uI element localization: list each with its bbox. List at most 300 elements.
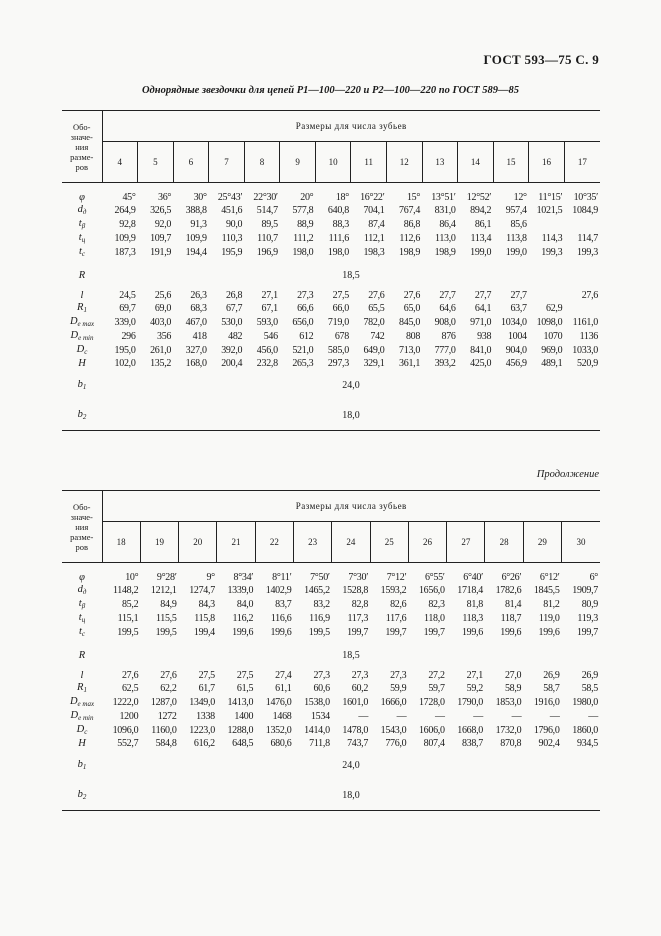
table-cell: 45° — [122, 192, 136, 203]
table-cell: 640,8 — [327, 205, 349, 216]
teeth-count-header: 27 — [447, 522, 485, 563]
table-cell: 232,8 — [256, 358, 278, 369]
symbol-subscript: ц — [81, 616, 86, 624]
table-cell: 1070 — [543, 331, 563, 342]
table-cell: 195,9 — [221, 247, 243, 258]
table-cell: 1468 — [272, 711, 292, 722]
symbol-letter: d — [77, 584, 83, 595]
symbol-subscript: с — [81, 250, 86, 258]
table-cell: 845,0 — [399, 317, 421, 328]
table-cell: 30° — [193, 192, 207, 203]
table-cell: 59,9 — [390, 683, 407, 694]
table-cell: 831,0 — [434, 205, 456, 216]
symbol-subscript: β — [81, 222, 86, 230]
symbol-subscript: β — [81, 602, 86, 610]
symbol-subscript: 1 — [82, 383, 87, 391]
table-cell: 1782,6 — [495, 585, 522, 596]
table-cell: 199,5 — [155, 627, 177, 638]
table-cell: 1338 — [196, 711, 215, 722]
table-cell: 1414,0 — [304, 725, 330, 736]
row-symbol — [62, 358, 102, 370]
table-cell: 199,5 — [117, 627, 139, 638]
table-row — [62, 302, 600, 316]
table-cell: 25,6 — [154, 290, 172, 301]
table-cell: 876 — [441, 331, 456, 342]
row-symbol — [62, 572, 102, 584]
symbol-subscript: 1 — [83, 306, 87, 314]
row-symbol — [62, 344, 102, 358]
column-header-symbol — [62, 111, 102, 183]
table-cell: 649,0 — [363, 345, 385, 356]
table-cell: 7°30′ — [348, 572, 369, 583]
table-row — [62, 218, 600, 232]
table-cell: 393,2 — [434, 358, 456, 369]
table-cell: 6°26′ — [501, 572, 522, 583]
row-symbol — [62, 260, 102, 290]
table-cell-merged: 18,0 — [102, 400, 600, 431]
table-cell: 86,1 — [474, 219, 492, 230]
table-cell: 195,0 — [114, 345, 136, 356]
table-cell: 81,8 — [466, 599, 483, 610]
table-row — [62, 584, 600, 598]
table-cell: 27,5 — [198, 670, 215, 681]
symbol-letter: d — [77, 204, 83, 215]
table-cell: 742 — [370, 331, 385, 342]
symbol-letter: R — [78, 649, 86, 661]
table-cell: 27,3 — [351, 670, 369, 681]
table-cell: 119,0 — [538, 613, 560, 624]
table-cell: 704,1 — [363, 205, 385, 216]
table-cell: 110,3 — [221, 233, 243, 244]
table-cell: 1274,7 — [189, 585, 215, 596]
table-cell: 60,6 — [313, 683, 330, 694]
column-header-symbol — [62, 491, 102, 563]
teeth-count-header: 6 — [173, 142, 209, 183]
table-cell: 61,1 — [275, 683, 292, 694]
symbol-subscript: e max — [77, 320, 95, 328]
table-cell: 27,7 — [510, 290, 527, 301]
table-cell: 27,6 — [121, 670, 139, 681]
table-cell: 719,0 — [327, 317, 349, 328]
teeth-count-header: 21 — [217, 522, 255, 563]
table-cell: 27,6 — [368, 290, 385, 301]
table-cell: 12°52′ — [466, 192, 492, 203]
table-cell: 112,6 — [399, 233, 421, 244]
table-cell: 109,9 — [114, 233, 136, 244]
table-cell: 114,3 — [541, 233, 563, 244]
table-row — [62, 370, 600, 400]
table-cell: 26,8 — [225, 290, 243, 301]
symbol-header-line: значе- — [70, 511, 93, 522]
table-cell: 296 — [121, 331, 136, 342]
symbol-header-line: разме- — [70, 151, 94, 162]
teeth-count-header: 17 — [564, 142, 600, 183]
table-cell: 102,0 — [114, 358, 136, 369]
table-cell: 113,0 — [434, 233, 456, 244]
table-cell: 62,9 — [546, 303, 563, 314]
table-cell: 115,5 — [155, 613, 177, 624]
table-cell: 1543,0 — [380, 725, 407, 736]
table-cell: 200,4 — [221, 358, 243, 369]
row-symbol — [62, 400, 102, 431]
table-cell: 616,2 — [193, 738, 215, 749]
sprocket-table-1 — [62, 110, 600, 431]
table-row — [62, 572, 600, 584]
table-cell: 58,9 — [504, 683, 522, 694]
teeth-count-header: 14 — [458, 142, 494, 183]
table-cell: 27,3 — [313, 670, 330, 681]
table-cell: 9°28′ — [156, 572, 177, 583]
table-cell: 65,5 — [368, 303, 385, 314]
table-cell: 82,6 — [390, 599, 407, 610]
table-cell: 168,0 — [185, 358, 207, 369]
table-cell: 552,7 — [117, 738, 139, 749]
table-row — [62, 738, 600, 750]
table-cell: 1790,0 — [457, 697, 483, 708]
table-cell: 969,0 — [541, 345, 563, 356]
table-cell — [529, 218, 565, 232]
symbol-subscript: с — [81, 630, 86, 638]
table-cell: 767,4 — [399, 205, 421, 216]
table-cell: 199,6 — [538, 627, 560, 638]
table-cell: 114,7 — [577, 233, 598, 244]
symbol-letter: D — [70, 710, 79, 721]
symbol-letter: D — [69, 316, 78, 327]
table-cell: 83,7 — [275, 599, 292, 610]
table-cell: 58,5 — [581, 683, 598, 694]
row-symbol — [62, 316, 102, 330]
table-cell: 425,0 — [470, 358, 492, 369]
table-cell: 84,0 — [236, 599, 254, 610]
table-cell: 119,3 — [577, 613, 598, 624]
table-cell: 82,8 — [351, 599, 369, 610]
table-cell: 514,7 — [256, 205, 278, 216]
table-cell: 61,7 — [198, 683, 215, 694]
table-cell: 63,7 — [510, 303, 527, 314]
table-cell: 1033,0 — [572, 345, 598, 356]
table-cell: 199,6 — [500, 627, 522, 638]
table-cell: 82,3 — [428, 599, 445, 610]
teeth-count-header: 4 — [102, 142, 138, 183]
table-cell: 870,8 — [500, 738, 522, 749]
row-symbol — [62, 370, 102, 400]
table-cell: 520,9 — [576, 358, 598, 369]
table-cell — [564, 218, 600, 232]
table-cell: 116,2 — [232, 613, 254, 624]
row-symbol — [62, 204, 102, 218]
table-cell: 585,0 — [327, 345, 349, 356]
symbol-subscript: ц — [81, 236, 86, 244]
table-cell: 27,6 — [403, 290, 421, 301]
table-cell: 60,2 — [351, 683, 369, 694]
table-cell: — — [549, 711, 560, 722]
table-cell: — — [511, 711, 522, 722]
table-cell: 88,3 — [332, 219, 349, 230]
table-cell: 83,2 — [313, 599, 330, 610]
table-cell-merged: 18,0 — [102, 780, 600, 811]
table-cell: 20° — [300, 192, 314, 203]
table-cell: 199,6 — [461, 627, 483, 638]
table-row — [62, 260, 600, 290]
symbol-letter: t — [78, 232, 82, 243]
table-cell: 88,9 — [297, 219, 314, 230]
symbol-letter: l — [80, 290, 84, 301]
table-cell: 807,4 — [423, 738, 445, 749]
symbol-letter: D — [70, 330, 79, 341]
table-cell: 329,1 — [363, 358, 385, 369]
table-cell: 27,5 — [332, 290, 349, 301]
table-cell: 1606,0 — [418, 725, 445, 736]
table-cell: 361,1 — [399, 358, 421, 369]
row-symbol — [62, 710, 102, 724]
symbol-subscript: 1 — [83, 686, 87, 694]
row-symbol — [62, 780, 102, 811]
table-cell: 808 — [405, 331, 421, 342]
teeth-count-header: 16 — [529, 142, 565, 183]
table-row — [62, 682, 600, 696]
table-cell: 198,9 — [434, 247, 456, 258]
table-cell: 61,5 — [236, 683, 254, 694]
table-cell: 8°34′ — [233, 572, 254, 583]
table-cell: 62,5 — [121, 683, 139, 694]
table-cell: 84,3 — [198, 599, 215, 610]
symbol-subscript: e min — [78, 334, 94, 342]
row-symbol — [62, 290, 102, 302]
table-row — [62, 246, 600, 260]
table-cell: 199,0 — [470, 247, 492, 258]
table-cell: 81,2 — [543, 599, 560, 610]
table-cell: 199,5 — [308, 627, 330, 638]
table-row — [62, 640, 600, 670]
row-symbol — [62, 626, 102, 640]
table-cell: 957,4 — [505, 205, 527, 216]
table-cell: 327,0 — [185, 345, 207, 356]
table-cell: 85,2 — [121, 599, 139, 610]
table-cell: 838,7 — [461, 738, 483, 749]
table-cell: 467,0 — [185, 317, 207, 328]
table-cell: 194,4 — [185, 247, 207, 258]
symbol-subscript: д — [82, 208, 87, 216]
table-cell: 116,6 — [270, 613, 292, 624]
table-cell: — — [473, 711, 483, 722]
table-cell: 1668,0 — [457, 725, 483, 736]
table-cell — [529, 290, 565, 302]
table-cell: — — [588, 711, 598, 722]
table-cell: 59,7 — [428, 683, 445, 694]
table-cell: 87,4 — [368, 219, 385, 230]
table-cell: 1980,0 — [572, 697, 598, 708]
table-cell: 13°51′ — [431, 192, 456, 203]
table-cell: 1084,9 — [572, 205, 598, 216]
table-cell: 116,9 — [309, 613, 330, 624]
table-cell: 198,3 — [363, 247, 385, 258]
symbol-letter: H — [78, 738, 86, 749]
table-cell: 577,8 — [292, 205, 314, 216]
table-cell: 59,2 — [466, 683, 483, 694]
table-row — [62, 710, 600, 724]
teeth-count-header: 5 — [138, 142, 174, 183]
table-cell: 27,7 — [439, 290, 456, 301]
table-cell: 1136 — [579, 331, 598, 342]
row-symbol — [62, 192, 102, 204]
table-cell: 1272 — [157, 711, 177, 722]
table-cell: 1223,0 — [189, 725, 215, 736]
symbol-subscript: 1 — [82, 763, 87, 771]
table-cell: 521,0 — [292, 345, 314, 356]
table-cell: — — [396, 711, 407, 722]
table-cell: 89,5 — [261, 219, 278, 230]
table-cell: 1916,0 — [533, 697, 560, 708]
table-cell: 115,1 — [117, 613, 139, 624]
teeth-count-header: 19 — [140, 522, 178, 563]
continued-label: Продолжение — [536, 469, 599, 480]
table-cell: 18° — [335, 192, 349, 203]
teeth-count-header: 22 — [255, 522, 293, 563]
table-cell: 1593,2 — [380, 585, 407, 596]
table-cell: 199,7 — [423, 627, 445, 638]
table-cell: 58,7 — [543, 683, 560, 694]
teeth-count-header: 7 — [209, 142, 245, 183]
table-cell: 27,3 — [297, 290, 314, 301]
table-cell: 908,0 — [434, 317, 456, 328]
table-cell: 9° — [206, 572, 215, 583]
table-cell-merged: 18,5 — [342, 649, 360, 661]
table-cell: 92,0 — [154, 219, 172, 230]
row-symbol — [62, 682, 102, 696]
symbol-header-line: ров — [75, 161, 88, 172]
table-cell: 584,8 — [155, 738, 177, 749]
table-cell: 1413,0 — [227, 697, 254, 708]
table-cell: 1287,0 — [150, 697, 177, 708]
table-cell: 68,3 — [190, 303, 207, 314]
table-cell: 191,9 — [150, 247, 172, 258]
table-cell: 118,3 — [462, 613, 483, 624]
table-cell: — — [358, 711, 369, 722]
table-cell: 11°15′ — [538, 192, 563, 203]
table-cell: 198,9 — [399, 247, 421, 258]
symbol-subscript: с — [84, 728, 88, 736]
table-row — [62, 344, 600, 358]
table-row — [62, 316, 600, 330]
table-cell: 1288,0 — [227, 725, 254, 736]
table-cell: 7°12′ — [386, 572, 407, 583]
table-cell: 16°22′ — [360, 192, 385, 203]
table-cell: 199,6 — [270, 627, 292, 638]
table-cell: 782,0 — [363, 317, 385, 328]
table-cell: 680,6 — [270, 738, 292, 749]
symbol-letter: t — [78, 598, 82, 609]
table-cell: 456,0 — [256, 345, 278, 356]
table-cell: 489,1 — [541, 358, 563, 369]
table-row — [62, 330, 600, 344]
table-cell: 85,6 — [510, 219, 527, 230]
table-cell: 84,9 — [160, 599, 177, 610]
table-cell: 265,3 — [292, 358, 314, 369]
row-symbol — [62, 750, 102, 780]
table-cell: 26,3 — [190, 290, 207, 301]
table-cell: 110,7 — [257, 233, 278, 244]
table-cell: 1476,0 — [265, 697, 292, 708]
table-cell: 451,6 — [221, 205, 243, 216]
symbol-letter: b — [77, 789, 83, 800]
table-cell: 1853,0 — [495, 697, 522, 708]
table-cell: 67,1 — [261, 303, 278, 314]
teeth-count-header: 25 — [370, 522, 408, 563]
table-row — [62, 670, 600, 682]
table-cell: 111,2 — [293, 233, 314, 244]
table-cell: 743,7 — [347, 738, 369, 749]
table-cell: 198,0 — [292, 247, 314, 258]
table-cell: 711,8 — [309, 738, 330, 749]
teeth-count-header: 11 — [351, 142, 387, 183]
table-cell: 109,7 — [150, 233, 172, 244]
table-cell: 6°12′ — [539, 572, 560, 583]
symbol-subscript: e max — [77, 700, 95, 708]
symbol-letter: b — [77, 379, 83, 390]
table-cell: 6° — [589, 572, 598, 583]
table-row — [62, 750, 600, 780]
table-cell: 1402,9 — [265, 585, 292, 596]
row-symbol — [62, 670, 102, 682]
table-cell: 8°11′ — [272, 572, 292, 583]
table-cell: 7°50′ — [310, 572, 330, 583]
teeth-count-header: 13 — [422, 142, 458, 183]
table-cell: 392,0 — [221, 345, 243, 356]
table-cell-merged: 24,0 — [342, 759, 360, 771]
symbol-subscript: 2 — [82, 413, 87, 421]
symbol-letter: t — [78, 218, 82, 229]
table-cell: 1096,0 — [112, 725, 139, 736]
table-cell: — — [434, 711, 445, 722]
table-row — [62, 290, 600, 302]
table-cell: 36° — [158, 192, 172, 203]
table-cell-merged: 24,0 — [342, 379, 360, 391]
table-cell: 1538,0 — [304, 697, 330, 708]
table-cell: 26,9 — [543, 670, 560, 681]
row-symbol — [62, 738, 102, 750]
table-row — [62, 204, 600, 218]
table-cell: 894,2 — [470, 205, 492, 216]
table-cell: 1528,8 — [342, 585, 369, 596]
table-cell: 135,2 — [150, 358, 172, 369]
table-cell: 1222,0 — [112, 697, 139, 708]
table-cell: 1909,7 — [572, 585, 598, 596]
table-cell: 1160,0 — [151, 725, 177, 736]
table-cell: 546 — [263, 331, 278, 342]
symbol-subscript: с — [84, 348, 88, 356]
row-symbol — [62, 640, 102, 670]
symbol-subscript: д — [82, 588, 87, 596]
table-cell: 1004 — [507, 331, 527, 342]
table-cell: 27,3 — [390, 670, 407, 681]
teeth-count-header: 12 — [387, 142, 423, 183]
symbol-letter: b — [77, 409, 83, 420]
table-cell: 92,8 — [119, 219, 136, 230]
table-cell: 15° — [406, 192, 421, 203]
table-cell: 6°55′ — [424, 572, 445, 583]
table-cell: 22°30′ — [253, 192, 278, 203]
teeth-count-header: 24 — [332, 522, 370, 563]
table-cell: 24,5 — [119, 290, 136, 301]
symbol-letter: φ — [79, 572, 85, 583]
table-cell: 971,0 — [470, 317, 492, 328]
table-cell: 115,8 — [194, 613, 215, 624]
table-cell: 264,9 — [114, 205, 136, 216]
teeth-count-header: 20 — [179, 522, 217, 563]
symbol-header-line: разме- — [70, 531, 94, 542]
teeth-count-header: 29 — [523, 522, 561, 563]
table-cell: 64,1 — [474, 303, 492, 314]
